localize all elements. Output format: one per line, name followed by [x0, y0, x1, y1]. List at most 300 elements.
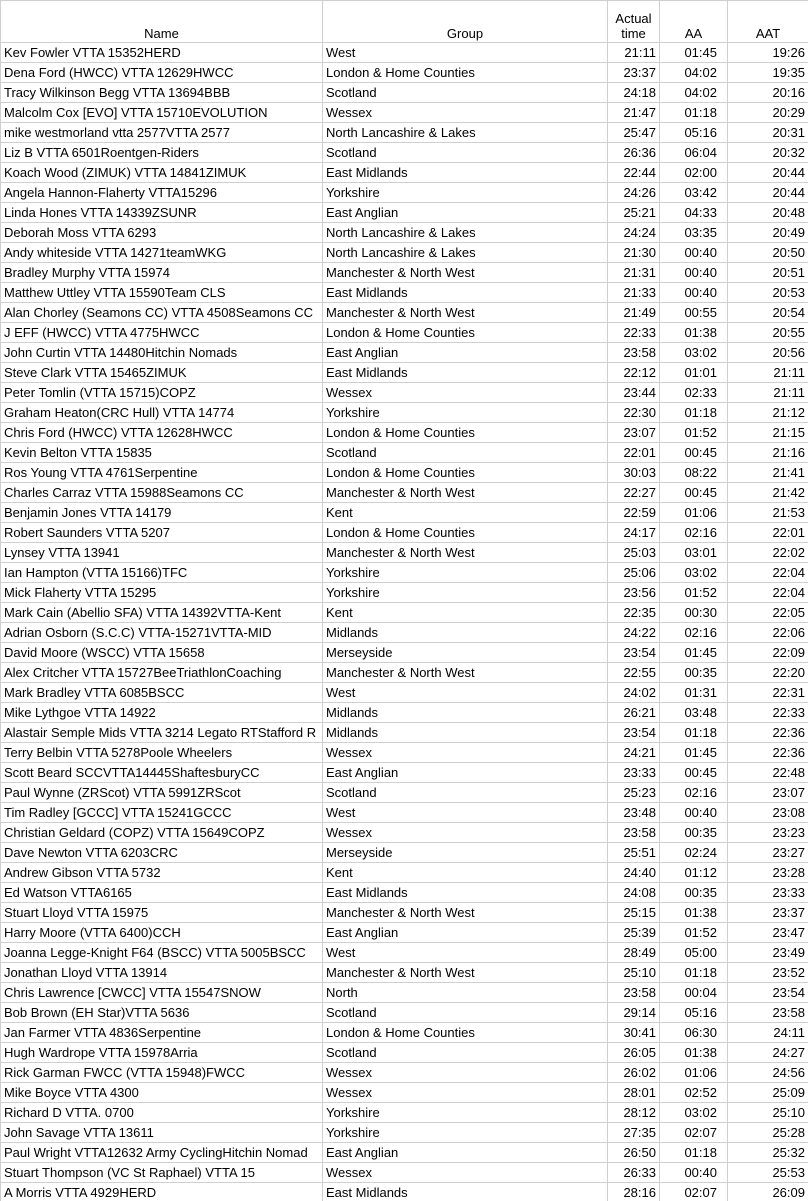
cell-actual-time[interactable]: 28:49 [608, 943, 660, 963]
cell-actual-time[interactable]: 25:06 [608, 563, 660, 583]
cell-aat[interactable]: 23:47 [728, 923, 808, 943]
cell-name[interactable]: Mick Flaherty VTTA 15295 [1, 583, 323, 603]
cell-aa[interactable]: 01:52 [660, 923, 728, 943]
cell-group[interactable]: Yorkshire [323, 1103, 608, 1123]
cell-actual-time[interactable]: 25:47 [608, 123, 660, 143]
cell-aat[interactable]: 20:16 [728, 83, 808, 103]
cell-group[interactable]: Wessex [323, 103, 608, 123]
cell-aat[interactable]: 21:12 [728, 403, 808, 423]
cell-group[interactable]: Kent [323, 603, 608, 623]
cell-aa[interactable]: 01:38 [660, 323, 728, 343]
cell-aat[interactable]: 22:01 [728, 523, 808, 543]
cell-actual-time[interactable]: 22:33 [608, 323, 660, 343]
cell-group[interactable]: West [323, 943, 608, 963]
cell-aat[interactable]: 20:29 [728, 103, 808, 123]
cell-name[interactable]: Chris Lawrence [CWCC] VTTA 15547SNOW [1, 983, 323, 1003]
cell-name[interactable]: Ed Watson VTTA6165 [1, 883, 323, 903]
cell-name[interactable]: John Savage VTTA 13611 [1, 1123, 323, 1143]
cell-name[interactable]: Andrew Gibson VTTA 5732 [1, 863, 323, 883]
cell-group[interactable]: Yorkshire [323, 183, 608, 203]
cell-name[interactable]: Mike Lythgoe VTTA 14922 [1, 703, 323, 723]
cell-aat[interactable]: 20:44 [728, 183, 808, 203]
cell-aat[interactable]: 22:48 [728, 763, 808, 783]
cell-actual-time[interactable]: 25:23 [608, 783, 660, 803]
cell-name[interactable]: Dave Newton VTTA 6203CRC [1, 843, 323, 863]
cell-aat[interactable]: 22:20 [728, 663, 808, 683]
cell-actual-time[interactable]: 23:48 [608, 803, 660, 823]
cell-actual-time[interactable]: 26:33 [608, 1163, 660, 1183]
cell-actual-time[interactable]: 23:33 [608, 763, 660, 783]
cell-actual-time[interactable]: 25:39 [608, 923, 660, 943]
cell-actual-time[interactable]: 23:44 [608, 383, 660, 403]
cell-aat[interactable]: 20:48 [728, 203, 808, 223]
cell-name[interactable]: Robert Saunders VTTA 5207 [1, 523, 323, 543]
cell-actual-time[interactable]: 26:05 [608, 1043, 660, 1063]
cell-group[interactable]: Scotland [323, 1043, 608, 1063]
cell-group[interactable]: Midlands [323, 703, 608, 723]
cell-group[interactable]: Wessex [323, 823, 608, 843]
cell-aa[interactable]: 01:18 [660, 403, 728, 423]
cell-actual-time[interactable]: 28:16 [608, 1183, 660, 1201]
cell-actual-time[interactable]: 23:56 [608, 583, 660, 603]
cell-aa[interactable]: 08:22 [660, 463, 728, 483]
cell-group[interactable]: East Midlands [323, 283, 608, 303]
cell-aat[interactable]: 20:32 [728, 143, 808, 163]
cell-actual-time[interactable]: 27:35 [608, 1123, 660, 1143]
cell-name[interactable]: Terry Belbin VTTA 5278Poole Wheelers [1, 743, 323, 763]
cell-aa[interactable]: 01:18 [660, 723, 728, 743]
cell-actual-time[interactable]: 22:35 [608, 603, 660, 623]
cell-group[interactable]: East Midlands [323, 363, 608, 383]
cell-aat[interactable]: 25:09 [728, 1083, 808, 1103]
cell-aa[interactable]: 01:45 [660, 43, 728, 63]
cell-name[interactable]: Liz B VTTA 6501Roentgen-Riders [1, 143, 323, 163]
cell-aat[interactable]: 20:50 [728, 243, 808, 263]
cell-aa[interactable]: 01:06 [660, 503, 728, 523]
cell-group[interactable]: London & Home Counties [323, 463, 608, 483]
cell-actual-time[interactable]: 24:22 [608, 623, 660, 643]
cell-aa[interactable]: 00:40 [660, 283, 728, 303]
cell-group[interactable]: Manchester & North West [323, 303, 608, 323]
cell-name[interactable]: Tracy Wilkinson Begg VTTA 13694BBB [1, 83, 323, 103]
cell-group[interactable]: Kent [323, 863, 608, 883]
cell-group[interactable]: Wessex [323, 1163, 608, 1183]
cell-aa[interactable]: 02:16 [660, 523, 728, 543]
cell-aa[interactable]: 05:16 [660, 1003, 728, 1023]
cell-aa[interactable]: 00:35 [660, 883, 728, 903]
cell-group[interactable]: East Anglian [323, 923, 608, 943]
cell-aat[interactable]: 22:06 [728, 623, 808, 643]
cell-aat[interactable]: 23:28 [728, 863, 808, 883]
cell-group[interactable]: Manchester & North West [323, 483, 608, 503]
cell-name[interactable]: Rick Garman FWCC (VTTA 15948)FWCC [1, 1063, 323, 1083]
cell-group[interactable]: West [323, 803, 608, 823]
cell-aat[interactable]: 22:36 [728, 723, 808, 743]
cell-group[interactable]: Kent [323, 503, 608, 523]
cell-group[interactable]: East Midlands [323, 163, 608, 183]
cell-aat[interactable]: 23:08 [728, 803, 808, 823]
cell-aat[interactable]: 24:11 [728, 1023, 808, 1043]
cell-actual-time[interactable]: 29:14 [608, 1003, 660, 1023]
cell-aa[interactable]: 02:00 [660, 163, 728, 183]
cell-actual-time[interactable]: 26:02 [608, 1063, 660, 1083]
cell-group[interactable]: North Lancashire & Lakes [323, 123, 608, 143]
cell-aat[interactable]: 20:54 [728, 303, 808, 323]
cell-name[interactable]: Mike Boyce VTTA 4300 [1, 1083, 323, 1103]
cell-aat[interactable]: 20:53 [728, 283, 808, 303]
cell-name[interactable]: Malcolm Cox [EVO] VTTA 15710EVOLUTION [1, 103, 323, 123]
cell-group[interactable]: Scotland [323, 143, 608, 163]
cell-aa[interactable]: 05:00 [660, 943, 728, 963]
cell-name[interactable]: Peter Tomlin (VTTA 15715)COPZ [1, 383, 323, 403]
cell-aa[interactable]: 04:02 [660, 63, 728, 83]
cell-aa[interactable]: 02:33 [660, 383, 728, 403]
cell-group[interactable]: East Midlands [323, 1183, 608, 1201]
cell-name[interactable]: Stuart Lloyd VTTA 15975 [1, 903, 323, 923]
cell-group[interactable]: Yorkshire [323, 403, 608, 423]
cell-actual-time[interactable]: 24:24 [608, 223, 660, 243]
cell-aa[interactable]: 01:18 [660, 103, 728, 123]
cell-aat[interactable]: 23:37 [728, 903, 808, 923]
cell-name[interactable]: Andy whiteside VTTA 14271teamWKG [1, 243, 323, 263]
cell-aa[interactable]: 00:45 [660, 443, 728, 463]
cell-actual-time[interactable]: 21:30 [608, 243, 660, 263]
cell-name[interactable]: Bob Brown (EH Star)VTTA 5636 [1, 1003, 323, 1023]
cell-name[interactable]: Adrian Osborn (S.C.C) VTTA-15271VTTA-MID [1, 623, 323, 643]
cell-aa[interactable]: 00:45 [660, 763, 728, 783]
cell-aa[interactable]: 02:16 [660, 623, 728, 643]
cell-name[interactable]: Alan Chorley (Seamons CC) VTTA 4508Seamons CC [1, 303, 323, 323]
cell-actual-time[interactable]: 23:58 [608, 983, 660, 1003]
cell-name[interactable]: Jonathan Lloyd VTTA 13914 [1, 963, 323, 983]
cell-actual-time[interactable]: 23:07 [608, 423, 660, 443]
cell-actual-time[interactable]: 25:03 [608, 543, 660, 563]
cell-actual-time[interactable]: 22:59 [608, 503, 660, 523]
cell-group[interactable]: Manchester & North West [323, 543, 608, 563]
cell-name[interactable]: Linda Hones VTTA 14339ZSUNR [1, 203, 323, 223]
cell-group[interactable]: North Lancashire & Lakes [323, 223, 608, 243]
cell-aat[interactable]: 21:15 [728, 423, 808, 443]
cell-name[interactable]: Tim Radley [GCCC] VTTA 15241GCCC [1, 803, 323, 823]
cell-group[interactable]: Scotland [323, 443, 608, 463]
cell-actual-time[interactable]: 22:01 [608, 443, 660, 463]
cell-name[interactable]: Harry Moore (VTTA 6400)CCH [1, 923, 323, 943]
cell-aa[interactable]: 03:02 [660, 563, 728, 583]
cell-actual-time[interactable]: 24:18 [608, 83, 660, 103]
cell-aa[interactable]: 02:16 [660, 783, 728, 803]
cell-group[interactable]: East Anglian [323, 343, 608, 363]
header-aat[interactable]: AAT [728, 1, 808, 43]
cell-group[interactable]: London & Home Counties [323, 323, 608, 343]
cell-actual-time[interactable]: 24:21 [608, 743, 660, 763]
table-row [1, 1003, 808, 1023]
table-row [1, 443, 808, 463]
cell-name[interactable]: Mark Bradley VTTA 6085BSCC [1, 683, 323, 703]
cell-name[interactable]: Lynsey VTTA 13941 [1, 543, 323, 563]
cell-aa[interactable]: 01:06 [660, 1063, 728, 1083]
cell-group[interactable]: Midlands [323, 723, 608, 743]
cell-actual-time[interactable]: 26:50 [608, 1143, 660, 1163]
cell-aat[interactable]: 23:33 [728, 883, 808, 903]
cell-aat[interactable]: 20:44 [728, 163, 808, 183]
cell-name[interactable]: Benjamin Jones VTTA 14179 [1, 503, 323, 523]
cell-name[interactable]: Mark Cain (Abellio SFA) VTTA 14392VTTA-Kent [1, 603, 323, 623]
cell-aat[interactable]: 20:55 [728, 323, 808, 343]
cell-aa[interactable]: 01:18 [660, 1143, 728, 1163]
cell-aa[interactable]: 00:30 [660, 603, 728, 623]
cell-aat[interactable]: 24:56 [728, 1063, 808, 1083]
cell-actual-time[interactable]: 23:58 [608, 343, 660, 363]
cell-name[interactable]: Kevin Belton VTTA 15835 [1, 443, 323, 463]
cell-group[interactable]: Manchester & North West [323, 263, 608, 283]
cell-name[interactable]: Steve Clark VTTA 15465ZIMUK [1, 363, 323, 383]
cell-group[interactable]: Midlands [323, 623, 608, 643]
cell-aa[interactable]: 04:33 [660, 203, 728, 223]
cell-aa[interactable]: 02:24 [660, 843, 728, 863]
cell-aat[interactable]: 24:27 [728, 1043, 808, 1063]
cell-name[interactable]: Graham Heaton(CRC Hull) VTTA 14774 [1, 403, 323, 423]
cell-actual-time[interactable]: 26:36 [608, 143, 660, 163]
cell-aat[interactable]: 21:16 [728, 443, 808, 463]
cell-name[interactable]: Alex Critcher VTTA 15727BeeTriathlonCoaching [1, 663, 323, 683]
cell-group[interactable]: Manchester & North West [323, 963, 608, 983]
cell-aa[interactable]: 00:45 [660, 483, 728, 503]
cell-name[interactable]: Kev Fowler VTTA 15352HERD [1, 43, 323, 63]
cell-aa[interactable]: 00:55 [660, 303, 728, 323]
cell-aat[interactable]: 22:02 [728, 543, 808, 563]
cell-name[interactable]: Stuart Thompson (VC St Raphael) VTTA 15 [1, 1163, 323, 1183]
cell-name[interactable]: David Moore (WSCC) VTTA 15658 [1, 643, 323, 663]
cell-actual-time[interactable]: 21:33 [608, 283, 660, 303]
cell-aat[interactable]: 23:49 [728, 943, 808, 963]
cell-name[interactable]: Charles Carraz VTTA 15988Seamons CC [1, 483, 323, 503]
cell-group[interactable]: Manchester & North West [323, 663, 608, 683]
cell-aa[interactable]: 02:07 [660, 1123, 728, 1143]
header-aa[interactable]: AA [660, 1, 728, 43]
header-actual-time[interactable]: Actual time [608, 1, 660, 43]
cell-aa[interactable]: 03:02 [660, 343, 728, 363]
cell-name[interactable]: Hugh Wardrope VTTA 15978Arria [1, 1043, 323, 1063]
cell-actual-time[interactable]: 23:54 [608, 723, 660, 743]
cell-group[interactable]: Wessex [323, 1083, 608, 1103]
cell-actual-time[interactable]: 22:44 [608, 163, 660, 183]
cell-aa[interactable]: 01:52 [660, 583, 728, 603]
cell-group[interactable]: Scotland [323, 1003, 608, 1023]
cell-group[interactable]: Wessex [323, 383, 608, 403]
cell-name[interactable]: A Morris VTTA 4929HERD [1, 1183, 323, 1201]
cell-aat[interactable]: 19:26 [728, 43, 808, 63]
cell-actual-time[interactable]: 24:17 [608, 523, 660, 543]
cell-group[interactable]: London & Home Counties [323, 1023, 608, 1043]
cell-actual-time[interactable]: 28:01 [608, 1083, 660, 1103]
cell-aat[interactable]: 22:05 [728, 603, 808, 623]
cell-name[interactable]: mike westmorland vtta 2577VTTA 2577 [1, 123, 323, 143]
cell-aa[interactable]: 01:12 [660, 863, 728, 883]
cell-name[interactable]: Alastair Semple Mids VTTA 3214 Legato RTStafford R [1, 723, 323, 743]
cell-name[interactable]: Bradley Murphy VTTA 15974 [1, 263, 323, 283]
cell-group[interactable]: West [323, 43, 608, 63]
cell-name[interactable]: Ros Young VTTA 4761Serpentine [1, 463, 323, 483]
cell-group[interactable]: London & Home Counties [323, 63, 608, 83]
cell-aa[interactable]: 00:35 [660, 663, 728, 683]
cell-name[interactable]: Richard D VTTA. 0700 [1, 1103, 323, 1123]
cell-aat[interactable]: 21:42 [728, 483, 808, 503]
cell-name[interactable]: Koach Wood (ZIMUK) VTTA 14841ZIMUK [1, 163, 323, 183]
cell-name[interactable]: Ian Hampton (VTTA 15166)TFC [1, 563, 323, 583]
cell-actual-time[interactable]: 24:08 [608, 883, 660, 903]
cell-group[interactable]: Yorkshire [323, 583, 608, 603]
cell-group[interactable]: London & Home Counties [323, 523, 608, 543]
cell-aat[interactable]: 20:31 [728, 123, 808, 143]
cell-actual-time[interactable]: 28:12 [608, 1103, 660, 1123]
cell-aa[interactable]: 06:30 [660, 1023, 728, 1043]
cell-aat[interactable]: 22:36 [728, 743, 808, 763]
cell-group[interactable]: Merseyside [323, 643, 608, 663]
cell-aa[interactable]: 00:40 [660, 1163, 728, 1183]
cell-aat[interactable]: 23:23 [728, 823, 808, 843]
cell-aat[interactable]: 23:58 [728, 1003, 808, 1023]
cell-actual-time[interactable]: 24:02 [608, 683, 660, 703]
table-row [1, 523, 808, 543]
cell-aa[interactable]: 03:48 [660, 703, 728, 723]
table-row [1, 183, 808, 203]
cell-actual-time[interactable]: 21:11 [608, 43, 660, 63]
cell-aat[interactable]: 25:32 [728, 1143, 808, 1163]
header-name[interactable]: Name [1, 1, 323, 43]
cell-group[interactable]: West [323, 683, 608, 703]
cell-aat[interactable]: 20:49 [728, 223, 808, 243]
cell-group[interactable]: Wessex [323, 743, 608, 763]
cell-aa[interactable]: 01:38 [660, 1043, 728, 1063]
cell-name[interactable]: Chris Ford (HWCC) VTTA 12628HWCC [1, 423, 323, 443]
cell-actual-time[interactable]: 22:55 [608, 663, 660, 683]
cell-aa[interactable]: 03:01 [660, 543, 728, 563]
cell-actual-time[interactable]: 30:41 [608, 1023, 660, 1043]
cell-aat[interactable]: 22:33 [728, 703, 808, 723]
cell-aat[interactable]: 23:52 [728, 963, 808, 983]
cell-aat[interactable]: 21:53 [728, 503, 808, 523]
cell-aat[interactable]: 25:53 [728, 1163, 808, 1183]
table-row [1, 343, 808, 363]
cell-aat[interactable]: 21:11 [728, 363, 808, 383]
cell-aa[interactable]: 02:52 [660, 1083, 728, 1103]
cell-aa[interactable]: 01:45 [660, 743, 728, 763]
cell-group[interactable]: London & Home Counties [323, 423, 608, 443]
cell-actual-time[interactable]: 25:51 [608, 843, 660, 863]
cell-actual-time[interactable]: 23:58 [608, 823, 660, 843]
cell-aa[interactable]: 00:04 [660, 983, 728, 1003]
cell-name[interactable]: Matthew Uttley VTTA 15590Team CLS [1, 283, 323, 303]
cell-actual-time[interactable]: 25:15 [608, 903, 660, 923]
cell-group[interactable]: Wessex [323, 1063, 608, 1083]
cell-group[interactable]: Scotland [323, 783, 608, 803]
cell-aa[interactable]: 01:38 [660, 903, 728, 923]
cell-aat[interactable]: 25:10 [728, 1103, 808, 1123]
cell-aa[interactable]: 01:18 [660, 963, 728, 983]
cell-aa[interactable]: 05:16 [660, 123, 728, 143]
cell-actual-time[interactable]: 24:40 [608, 863, 660, 883]
cell-actual-time[interactable]: 24:26 [608, 183, 660, 203]
cell-aa[interactable]: 00:40 [660, 803, 728, 823]
cell-aa[interactable]: 03:42 [660, 183, 728, 203]
cell-aa[interactable]: 01:45 [660, 643, 728, 663]
cell-group[interactable]: East Anglian [323, 763, 608, 783]
cell-aat[interactable]: 23:27 [728, 843, 808, 863]
cell-aat[interactable]: 23:07 [728, 783, 808, 803]
cell-group[interactable]: North [323, 983, 608, 1003]
cell-name[interactable]: Paul Wright VTTA12632 Army CyclingHitchin Nomad [1, 1143, 323, 1163]
cell-group[interactable]: North Lancashire & Lakes [323, 243, 608, 263]
cell-group[interactable]: Yorkshire [323, 563, 608, 583]
cell-aat[interactable]: 21:41 [728, 463, 808, 483]
cell-actual-time[interactable]: 25:21 [608, 203, 660, 223]
cell-aa[interactable]: 01:31 [660, 683, 728, 703]
cell-name[interactable]: Jan Farmer VTTA 4836Serpentine [1, 1023, 323, 1043]
cell-actual-time[interactable]: 23:54 [608, 643, 660, 663]
cell-actual-time[interactable]: 22:27 [608, 483, 660, 503]
cell-aat[interactable]: 20:56 [728, 343, 808, 363]
cell-group[interactable]: East Midlands [323, 883, 608, 903]
cell-aat[interactable]: 22:04 [728, 583, 808, 603]
cell-name[interactable]: John Curtin VTTA 14480Hitchin Nomads [1, 343, 323, 363]
cell-actual-time[interactable]: 21:49 [608, 303, 660, 323]
cell-actual-time[interactable]: 21:31 [608, 263, 660, 283]
cell-aat[interactable]: 22:09 [728, 643, 808, 663]
cell-aat[interactable]: 22:04 [728, 563, 808, 583]
cell-name[interactable]: Joanna Legge-Knight F64 (BSCC) VTTA 5005BSCC [1, 943, 323, 963]
cell-group[interactable]: Scotland [323, 83, 608, 103]
cell-actual-time[interactable]: 22:12 [608, 363, 660, 383]
cell-aa[interactable]: 06:04 [660, 143, 728, 163]
cell-aa[interactable]: 00:35 [660, 823, 728, 843]
cell-actual-time[interactable]: 26:21 [608, 703, 660, 723]
cell-actual-time[interactable]: 23:37 [608, 63, 660, 83]
cell-name[interactable]: Dena Ford (HWCC) VTTA 12629HWCC [1, 63, 323, 83]
cell-name[interactable]: Paul Wynne (ZRScot) VTTA 5991ZRScot [1, 783, 323, 803]
cell-aa[interactable]: 04:02 [660, 83, 728, 103]
header-group[interactable]: Group [323, 1, 608, 43]
cell-aat[interactable]: 20:51 [728, 263, 808, 283]
cell-aat[interactable]: 25:28 [728, 1123, 808, 1143]
cell-aa[interactable]: 00:40 [660, 263, 728, 283]
cell-aa[interactable]: 02:07 [660, 1183, 728, 1201]
cell-name[interactable]: Christian Geldard (COPZ) VTTA 15649COPZ [1, 823, 323, 843]
cell-aat[interactable]: 19:35 [728, 63, 808, 83]
cell-name[interactable]: Deborah Moss VTTA 6293 [1, 223, 323, 243]
cell-group[interactable]: Merseyside [323, 843, 608, 863]
cell-group[interactable]: East Anglian [323, 1143, 608, 1163]
cell-actual-time[interactable]: 22:30 [608, 403, 660, 423]
cell-aat[interactable]: 23:54 [728, 983, 808, 1003]
cell-name[interactable]: Scott Beard SCCVTTA14445ShaftesburyCC [1, 763, 323, 783]
cell-actual-time[interactable]: 25:10 [608, 963, 660, 983]
cell-name[interactable]: J EFF (HWCC) VTTA 4775HWCC [1, 323, 323, 343]
cell-name[interactable]: Angela Hannon-Flaherty VTTA15296 [1, 183, 323, 203]
cell-aa[interactable]: 01:52 [660, 423, 728, 443]
cell-actual-time[interactable]: 21:47 [608, 103, 660, 123]
cell-aat[interactable]: 21:11 [728, 383, 808, 403]
cell-group[interactable]: East Anglian [323, 203, 608, 223]
cell-actual-time[interactable]: 30:03 [608, 463, 660, 483]
cell-aa[interactable]: 03:35 [660, 223, 728, 243]
cell-aat[interactable]: 26:09 [728, 1183, 808, 1201]
cell-aat[interactable]: 22:31 [728, 683, 808, 703]
cell-group[interactable]: Manchester & North West [323, 903, 608, 923]
cell-aa[interactable]: 01:01 [660, 363, 728, 383]
cell-group[interactable]: Yorkshire [323, 1123, 608, 1143]
cell-aa[interactable]: 03:02 [660, 1103, 728, 1123]
cell-aa[interactable]: 00:40 [660, 243, 728, 263]
